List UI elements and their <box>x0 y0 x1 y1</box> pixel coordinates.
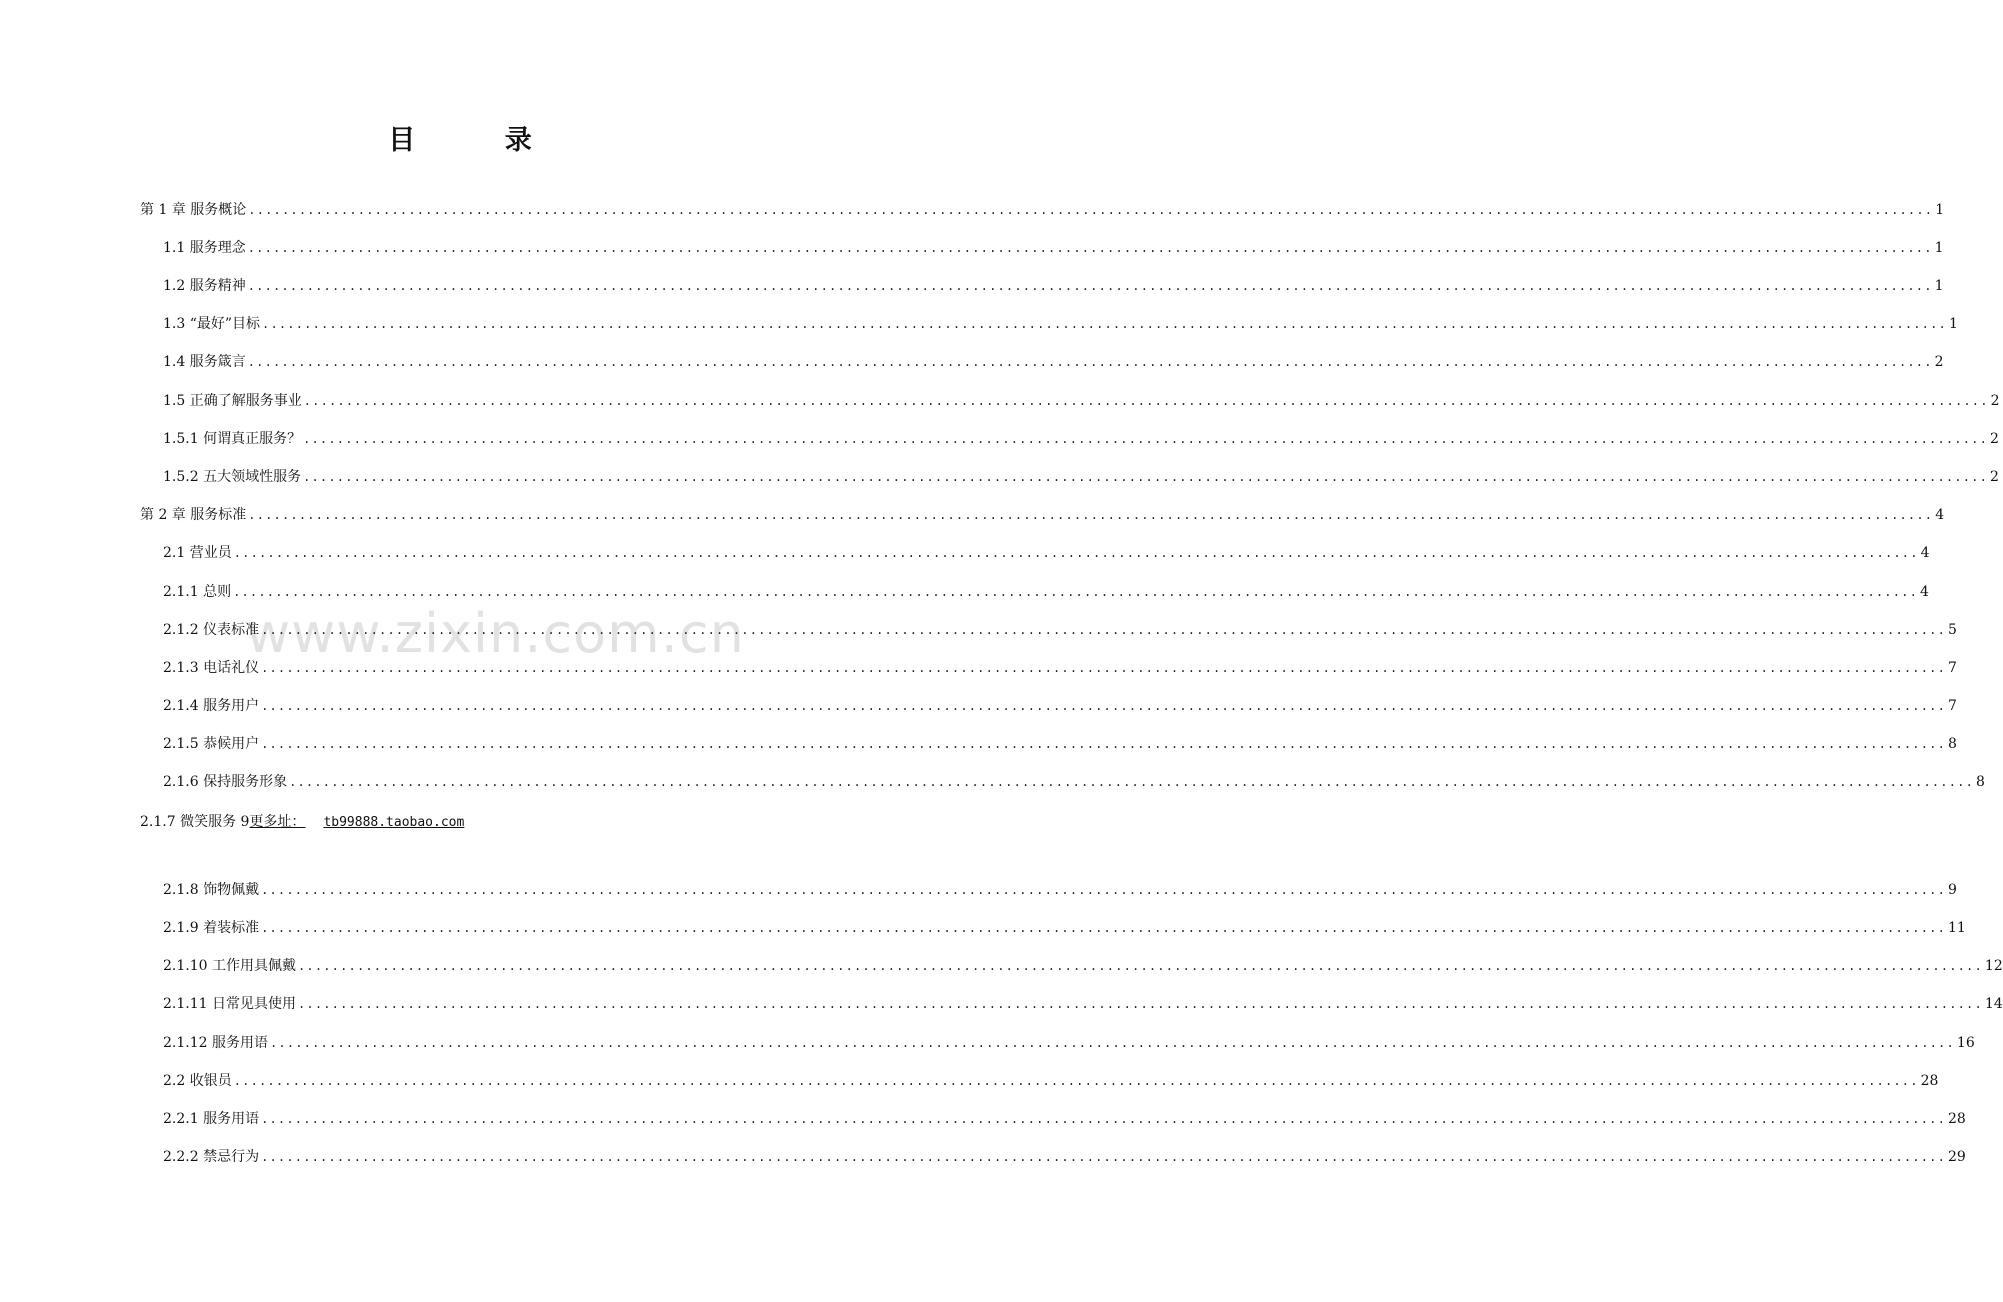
more-address-link[interactable]: 更多址： <box>249 814 306 830</box>
toc-entry[interactable] <box>163 467 1999 487</box>
toc-entry[interactable] <box>163 734 1957 754</box>
toc-entry-title: 2.1.3 电话礼仪 <box>163 660 260 676</box>
toc-entry[interactable] <box>163 620 1957 640</box>
toc-entry-title: 1.2 服务精神 <box>163 278 246 294</box>
toc-entry[interactable] <box>163 314 1958 334</box>
toc-page-number: 7 <box>1948 660 1957 676</box>
toc-page-number: 14 <box>1984 996 2003 1012</box>
dot-leader: ........................................................................................................................................................................................................ <box>303 432 1988 446</box>
toc-entry[interactable] <box>140 200 1945 220</box>
toc-entry[interactable] <box>163 772 1985 792</box>
dot-leader: ........................................................................................................................................................................................................ <box>269 1036 1955 1050</box>
dot-leader: ........................................................................................................................................................................................................ <box>303 394 1989 408</box>
toc-entry[interactable] <box>163 276 1944 296</box>
toc-entry-title: 1.5 正确了解服务事业 <box>163 393 302 409</box>
toc-entry[interactable] <box>163 880 1957 900</box>
toc-entry-title: 1.1 服务理念 <box>163 240 246 256</box>
dot-leader: ........................................................................................................................................................................................................ <box>261 737 1946 751</box>
toc-entry[interactable] <box>163 429 1999 449</box>
toc-entry[interactable] <box>163 1147 1966 1167</box>
toc-page-number: 11 <box>1948 920 1966 936</box>
toc-page-number: 2 <box>1990 469 1999 485</box>
dot-leader: ........................................................................................................................................................................................................ <box>261 921 1946 935</box>
dot-leader: ........................................................................................................................................................................................................ <box>247 279 1933 293</box>
toc-entry[interactable] <box>163 1109 1966 1129</box>
toc-entry[interactable] <box>163 543 1930 563</box>
toc-page-number: 28 <box>1920 1073 1939 1089</box>
dot-leader: ........................................................................................................................................................................................................ <box>303 470 1988 484</box>
toc-entry[interactable] <box>163 956 2003 976</box>
toc-page-number: 4 <box>1935 507 1945 523</box>
dot-leader: ........................................................................................................................................................................................................ <box>297 959 1983 973</box>
toc-page-number: 1 <box>1935 202 1945 218</box>
toc-page-number: 1 <box>1934 278 1944 294</box>
toc-page-number: 8 <box>1948 736 1957 752</box>
toc-entry-title: 2.1.8 饰物佩戴 <box>163 882 260 898</box>
toc-entry-title: 1.5.1 何谓真正服务？ <box>163 431 302 447</box>
toc-page-number: 7 <box>1948 698 1957 714</box>
toc-entry[interactable] <box>163 696 1957 716</box>
toc-entry-title: 2.1.1 总则 <box>163 584 232 600</box>
dot-leader: ........................................................................................................................................................................................................ <box>233 546 1919 560</box>
toc-entry-title: 1.4 服务箴言 <box>163 354 246 370</box>
dot-leader: ........................................................................................................................................................................................................ <box>261 623 1946 637</box>
toc-entry-title: 1.3 “最好”目标 <box>163 316 261 332</box>
watermark: www.zixin.com.cn <box>246 602 745 665</box>
dot-leader: ........................................................................................................................................................................................................ <box>261 1112 1946 1126</box>
toc-page-number: 4 <box>1920 584 1929 600</box>
toc-page-number: 5 <box>1948 622 1957 638</box>
toc-page-number: 16 <box>1956 1035 1975 1051</box>
toc-entry[interactable] <box>163 658 1957 678</box>
dot-leader: ........................................................................................................................................................................................................ <box>233 585 1918 599</box>
toc-entry-title: 2.1.5 恭候用户 <box>163 736 260 752</box>
toc-page-number: 29 <box>1948 1149 1966 1165</box>
dot-leader: ........................................................................................................................................................................................................ <box>261 699 1946 713</box>
dot-leader: ........................................................................................................................................................................................................ <box>261 883 1946 897</box>
toc-entry[interactable] <box>163 1033 1975 1053</box>
toc-entry-title: 第 2 章 服务标准 <box>140 507 247 523</box>
toc-entry[interactable] <box>140 505 1945 525</box>
page-title: 目 录 <box>388 125 572 156</box>
toc-page-number: 8 <box>1976 774 1985 790</box>
toc-page-number: 9 <box>1948 882 1957 898</box>
toc-page-number: 4 <box>1920 545 1930 561</box>
toc-entry-special[interactable] <box>140 812 464 833</box>
toc-entry[interactable] <box>163 918 1966 938</box>
dot-leader: ........................................................................................................................................................................................................ <box>261 1150 1946 1164</box>
toc-entry[interactable] <box>163 352 1944 372</box>
toc-page-number: 1 <box>1934 240 1944 256</box>
toc-page-number: 2 <box>1934 354 1944 370</box>
toc-entry-title: 2.2 收银员 <box>163 1073 232 1089</box>
dot-leader: ........................................................................................................................................................................................................ <box>233 1074 1919 1088</box>
dot-leader: ........................................................................................................................................................................................................ <box>248 508 1934 522</box>
toc-entry-title: 2.1.7 微笑服务 9 <box>140 814 250 830</box>
toc-entry-title: 1.5.2 五大领域性服务 <box>163 469 302 485</box>
toc-page-number: 28 <box>1948 1111 1966 1127</box>
toc-entry-title: 第 1 章 服务概论 <box>140 202 247 218</box>
toc-entry-title: 2.1.12 服务用语 <box>163 1035 268 1051</box>
dot-leader: ........................................................................................................................................................................................................ <box>261 661 1946 675</box>
toc-page-number: 2 <box>1990 393 2000 409</box>
toc-entry[interactable] <box>163 238 1944 258</box>
toc-entry-title: 2.1.9 着装标准 <box>163 920 260 936</box>
toc-entry-title: 2.1.6 保持服务形象 <box>163 774 288 790</box>
toc-page-number: 2 <box>1990 431 1999 447</box>
toc-entry[interactable] <box>163 582 1929 602</box>
dot-leader: ........................................................................................................................................................................................................ <box>247 355 1933 369</box>
dot-leader: ........................................................................................................................................................................................................ <box>297 997 1983 1011</box>
toc-entry[interactable] <box>163 391 2000 411</box>
toc-entry-title: 2.1.2 仪表标准 <box>163 622 260 638</box>
toc-entry[interactable] <box>163 1071 1939 1091</box>
dot-leader: ........................................................................................................................................................................................................ <box>247 241 1933 255</box>
toc-entry-title: 2.1 营业员 <box>163 545 232 561</box>
dot-leader: ........................................................................................................................................................................................................ <box>289 775 1974 789</box>
toc-entry-title: 2.2.1 服务用语 <box>163 1111 260 1127</box>
toc-entry-title: 2.1.10 工作用具佩戴 <box>163 958 296 974</box>
toc-entry-title: 2.2.2 禁忌行为 <box>163 1149 260 1165</box>
toc-page-number: 1 <box>1948 316 1958 332</box>
toc-entry-title: 2.1.4 服务用户 <box>163 698 260 714</box>
toc-entry[interactable] <box>163 994 2003 1014</box>
toc-entry-title: 2.1.11 日常见具使用 <box>163 996 296 1012</box>
dot-leader: ........................................................................................................................................................................................................ <box>262 317 1947 331</box>
dot-leader: ........................................................................................................................................................................................................ <box>248 203 1934 217</box>
toc-page-number: 12 <box>1984 958 2003 974</box>
store-url-link[interactable]: tb99888.taobao.com <box>323 815 465 830</box>
